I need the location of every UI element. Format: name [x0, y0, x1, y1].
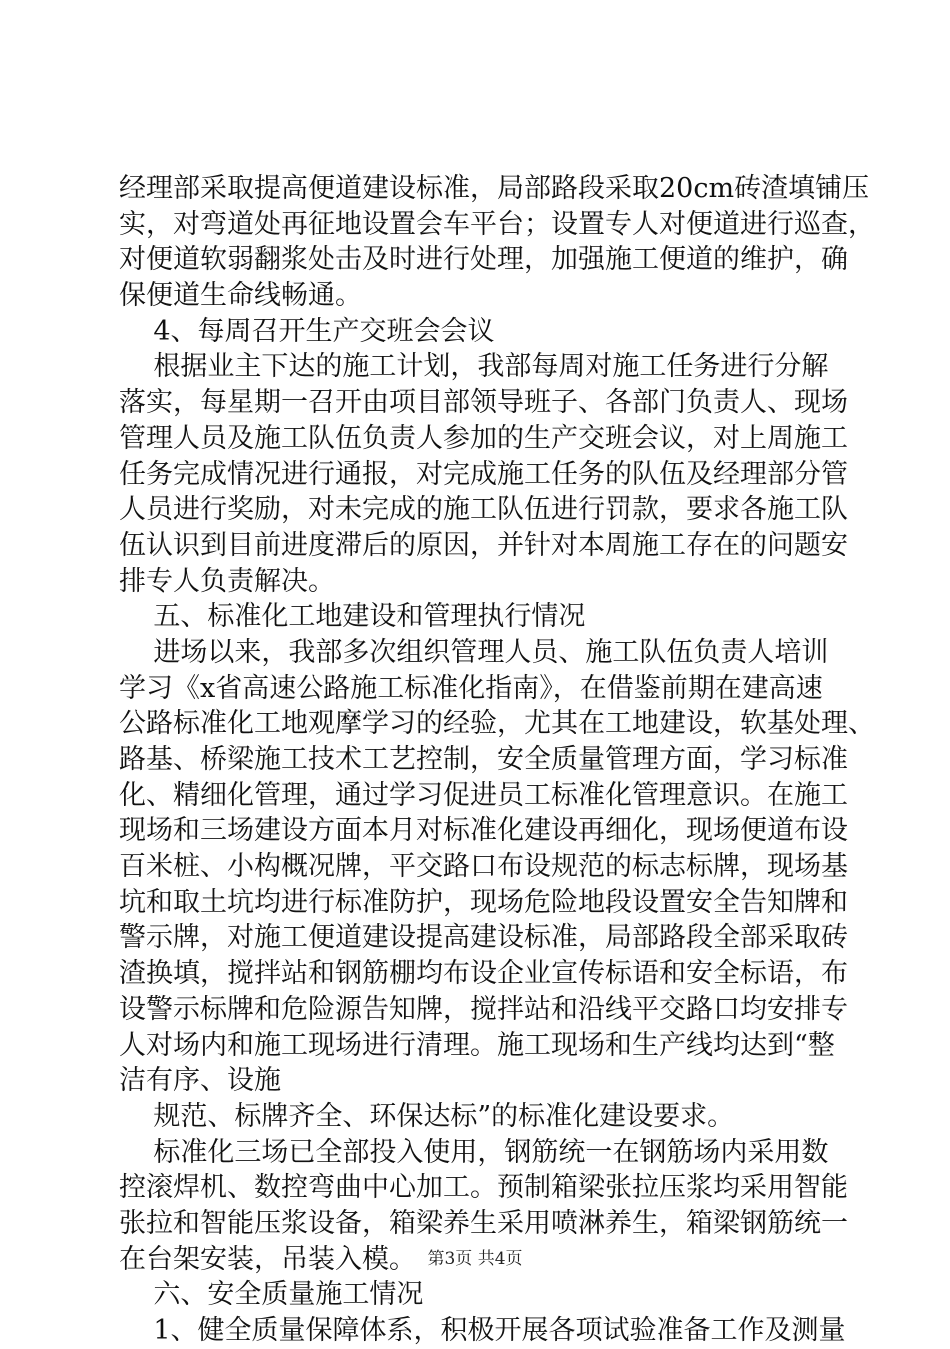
text-line: 落实，每星期一召开由项目部领导班子、各部门负责人、现场	[119, 387, 848, 419]
text-line: 警示牌，对施工便道建设提高建设标准，局部路段全部采取砖	[119, 922, 848, 954]
document-body	[119, 171, 875, 1349]
text-line: 规范、标牌齐全、环保达标”的标准化建设要求。	[119, 1100, 735, 1132]
text-line: 坑和取土坑均进行标准防护，现场危险地段设置安全告知牌和	[119, 886, 848, 918]
text-line: 百米桩、小构概况牌，平交路口布设规范的标志标牌，现场基	[119, 851, 848, 883]
text-line: 设警示标牌和危险源告知牌，搅拌站和沿线平交路口均安排专	[119, 993, 848, 1025]
text-line: 标准化三场已全部投入使用，钢筋统一在钢筋场内采用数	[119, 1136, 829, 1168]
text-line: 1、健全质量保障体系，积极开展各项试验准备工作及测量	[119, 1315, 846, 1346]
text-line: 任务完成情况进行通报，对完成施工任务的队伍及经理部分管	[119, 458, 848, 490]
text-line: 进场以来，我部多次组织管理人员、施工队伍负责人培训	[119, 636, 829, 668]
text-line: 公路标准化工地观摩学习的经验，尤其在工地建设，软基处理、	[119, 708, 875, 740]
text-line: 在台架安装，吊装入模。	[119, 1243, 416, 1275]
text-line: 经理部采取提高便道建设标准，局部路段采取20cm砖渣填铺压	[119, 173, 870, 204]
page-footer	[0, 1244, 950, 1269]
text-line: 根据业主下达的施工计划，我部每周对施工任务进行分解	[119, 351, 829, 383]
text-line: 渣换填，搅拌站和钢筋棚均布设企业宣传标语和安全标语，布	[119, 958, 848, 990]
text-line: 排专人负责解决。	[119, 565, 335, 597]
section-heading: 五、标准化工地建设和管理执行情况	[119, 601, 586, 633]
section-heading: 六、安全质量施工情况	[119, 1279, 424, 1311]
text-line: 对便道软弱翻浆处击及时进行处理，加强施工便道的维护，确	[119, 244, 848, 276]
section-heading: 4、每周召开生产交班会会议	[119, 315, 495, 347]
text-line: 张拉和智能压浆设备，箱梁养生采用喷淋养生，箱梁钢筋统一	[119, 1207, 848, 1239]
text-line: 控滚焊机、数控弯曲中心加工。预制箱梁张拉压浆均采用智能	[119, 1172, 848, 1204]
text-line: 学习《x省高速公路施工标准化指南》，在借鉴前期在建高速	[119, 672, 823, 704]
text-line: 伍认识到目前进度滞后的原因，并针对本周施工存在的问题安	[119, 529, 848, 561]
text-line: 实，对弯道处再征地设置会车平台；设置专人对便道进行巡查，	[119, 208, 875, 240]
text-line: 洁有序、设施	[119, 1065, 281, 1097]
text-line: 化、精细化管理，通过学习促进员工标准化管理意识。在施工	[119, 779, 848, 811]
page-number: 第3页 共4页	[427, 1249, 523, 1269]
text-line: 现场和三场建设方面本月对标准化建设再细化，现场便道布设	[119, 815, 848, 847]
text-line: 保便道生命线畅通。	[119, 280, 362, 312]
text-line: 人员进行奖励，对未完成的施工队伍进行罚款，要求各施工队	[119, 494, 848, 526]
text-line: 人对场内和施工现场进行清理。施工现场和生产线均达到“整	[119, 1029, 835, 1061]
text-line: 管理人员及施工队伍负责人参加的生产交班会议，对上周施工	[119, 422, 848, 454]
text-line: 路基、桥梁施工技术工艺控制，安全质量管理方面，学习标准	[119, 744, 848, 775]
